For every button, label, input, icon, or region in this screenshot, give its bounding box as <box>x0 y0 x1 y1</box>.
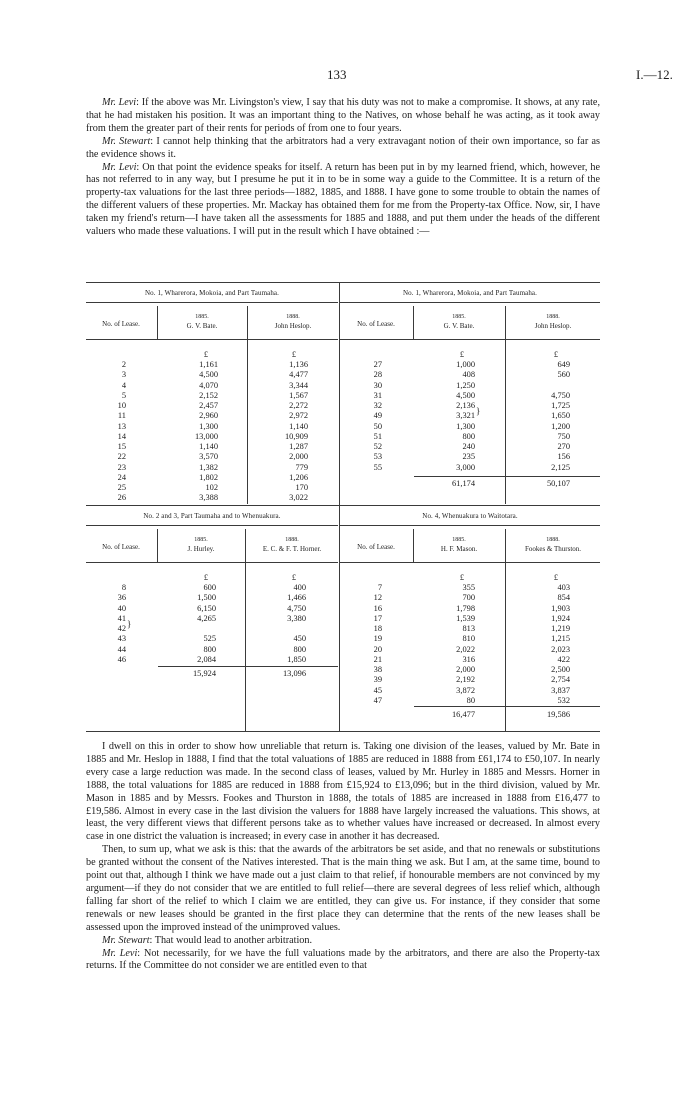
paragraph-text: : That would lead to another arbitration. <box>149 934 313 946</box>
valuation-1888: 2,272 <box>289 401 308 410</box>
speaker-name: Mr. Stewart <box>102 135 151 147</box>
lease-number: 51 <box>373 431 382 441</box>
valuation-1885: 700 <box>462 593 475 603</box>
paragraph-text: : If the above was Mr. Livingston's view, I say that his duty was not to make a compromise. It shows, at any rate, that he had mistaken his position. It was an important thing to the Natives, on whose behalf he was acting, as it took away from them the greater part of their rents for periods of from one to four years. <box>86 97 600 134</box>
currency-symbol: £ <box>459 350 465 359</box>
valuation-1885: 4,500 <box>199 370 218 380</box>
total-1885: 61,174 <box>451 479 475 488</box>
lease-number: 18 <box>373 624 382 633</box>
valuation-1885: 800 <box>462 431 475 441</box>
lease-number: 55 <box>373 462 382 472</box>
paragraph-text: : I cannot help thinking that the arbitrators had a very extravagant notion of their own importance, so far as the evidence shows it. <box>86 135 600 160</box>
valuation-1885: 3,321 <box>456 411 475 421</box>
valuation-1885: 13,000 <box>194 431 218 441</box>
valuation-1885 <box>176 624 216 634</box>
valuation-1885: 1,798 <box>456 603 475 613</box>
value-1885-column <box>176 583 216 665</box>
lease-number: 39 <box>373 675 382 685</box>
total-rule <box>414 476 600 477</box>
valuation-1885: 6,150 <box>197 603 216 613</box>
total-1885: 15,924 <box>192 669 216 678</box>
paragraph <box>86 948 600 974</box>
lease-column <box>106 360 126 504</box>
col-header-lease: No. of Lease. <box>102 320 140 328</box>
valuation-1885: 102 <box>205 483 218 492</box>
valuation-1888: 422 <box>557 654 570 664</box>
valuation-1888: 3,344 <box>289 380 308 390</box>
valuation-1885: 1,500 <box>197 593 216 603</box>
valuation-1888: 270 <box>557 442 570 451</box>
lease-number: 19 <box>373 634 382 644</box>
valuation-1888: 1,924 <box>551 613 570 623</box>
currency-symbol: £ <box>553 573 559 582</box>
lease-number: 8 <box>121 583 126 592</box>
currency-symbol: £ <box>291 573 297 582</box>
lease-number: 32 <box>373 401 382 410</box>
valuation-1885: 1,161 <box>199 360 218 369</box>
lease-number: 45 <box>373 685 382 695</box>
valuation-1885: 2,084 <box>197 654 216 664</box>
valuation-1888: 1,850 <box>287 654 306 664</box>
col-header-1888: 1888. Fookes & Thurston. <box>524 537 582 553</box>
lease-number: 10 <box>117 401 126 410</box>
total-1885: 16,477 <box>451 710 475 719</box>
lease-column <box>362 583 382 706</box>
currency-symbol: £ <box>553 350 559 359</box>
total-1888: 19,586 <box>546 710 570 719</box>
valuation-1888: 4,750 <box>287 603 306 613</box>
valuation-1885: 1,382 <box>199 462 218 472</box>
lease-number: 28 <box>373 370 382 380</box>
bottom-text-block <box>86 741 600 973</box>
valuation-1885: 235 <box>462 452 475 462</box>
valuation-1885: 1,300 <box>456 421 475 431</box>
lease-number: 53 <box>373 452 382 462</box>
valuation-1888: 1,200 <box>551 421 570 431</box>
paragraph <box>86 935 600 948</box>
valuation-1888: 854 <box>557 593 570 603</box>
lease-number: 23 <box>117 462 126 472</box>
paragraph <box>86 741 600 844</box>
currency-symbol: £ <box>291 350 297 359</box>
page-number: 133 <box>327 67 347 82</box>
valuation-1885: 810 <box>462 634 475 644</box>
valuation-1888: 1,466 <box>287 593 306 603</box>
valuation-1888: 1,903 <box>551 603 570 613</box>
value-1885-column <box>176 360 218 504</box>
paragraph-text: : Not necessarily, for we have the full valuations made by the arbitrators, and there are also the Property-tax returns. If the Committee do not consider we are entitled even to that <box>86 947 600 972</box>
paragraph <box>86 136 600 162</box>
value-1885-column <box>432 583 475 706</box>
valuation-1885: 2,960 <box>199 411 218 421</box>
valuation-1885: 4,265 <box>197 613 216 623</box>
lease-number: 2 <box>121 360 126 369</box>
valuation-1888: 1,287 <box>289 442 308 451</box>
lease-number: 40 <box>117 603 126 613</box>
brace-mark: } <box>476 406 481 416</box>
valuation-1885: 2,000 <box>456 665 475 674</box>
valuation-1888 <box>527 381 570 391</box>
valuation-1885: 2,152 <box>199 390 218 400</box>
lease-number: 16 <box>373 603 382 613</box>
valuation-table-2 <box>340 288 600 504</box>
valuation-1885: 355 <box>462 583 475 592</box>
page-header <box>0 67 700 85</box>
valuation-1888: 1,215 <box>551 634 570 644</box>
speaker-name: Mr. Levi <box>102 947 138 959</box>
valuation-1888: 2,754 <box>551 675 570 685</box>
col-header-1888: 1888. John Heslop. <box>274 314 312 330</box>
col-header-1885: 1885. G. V. Bate. <box>186 314 218 330</box>
value-1885-column <box>432 360 475 473</box>
lease-number: 13 <box>117 421 126 431</box>
valuation-1885: 1,140 <box>199 442 218 451</box>
valuation-1888: 779 <box>295 462 308 472</box>
lease-number: 50 <box>373 421 382 431</box>
lease-number: 47 <box>373 695 382 705</box>
lease-number: 4 <box>121 380 126 390</box>
valuation-1888 <box>266 624 306 634</box>
valuation-1888: 4,750 <box>551 390 570 400</box>
table-title: No. 1, Wharerora, Mokoia, and Part Taumaha. <box>145 289 279 297</box>
table-title: No. 4, Whenuakura to Waitotara. <box>422 512 518 520</box>
lease-number: 52 <box>373 442 382 451</box>
paragraph-text: Then, to sum up, what we ask is this: that the awards of the arbitrators be set aside, and that no renewals or substitutions be granted without the consent of the Natives interested. That is the main thing we ask. But I am, at the same time, bound to point out that, although I think we have made out a just claim to that relief, if honourable members are not convinced by my argument—if they do not consider that we are entitled to full relief—there are several degrees of less relief which, although falling far short of the relief to which I claim we are entitled, they can give us. For instance, if they consider that some renewals or new leases should be granted in the first place they can determine that the rents of the new leases shall be assessed upon the improved instead of the unimproved values. <box>86 844 600 933</box>
valuation-1888: 3,022 <box>289 493 308 503</box>
col-header-lease: No. of Lease. <box>357 543 395 551</box>
col-header-1888: 1888. E. C. & F. T. Horner. <box>262 537 322 553</box>
col-header-lease: No. of Lease. <box>102 543 140 551</box>
lease-number: 15 <box>117 442 126 451</box>
valuation-1888: 1,206 <box>289 472 308 482</box>
valuation-1885: 80 <box>466 695 475 705</box>
table-middle-rule <box>86 505 600 506</box>
lease-number: 38 <box>373 665 382 674</box>
valuation-1888: 2,023 <box>551 644 570 654</box>
valuation-1888: 1,567 <box>289 390 308 400</box>
paragraph <box>86 162 600 239</box>
valuation-1888: 450 <box>293 634 306 644</box>
valuation-1885: 3,570 <box>199 452 218 462</box>
valuation-1888: 156 <box>557 452 570 462</box>
lease-number: 27 <box>373 360 382 369</box>
valuation-1885: 408 <box>462 370 475 380</box>
lease-number: 5 <box>121 390 126 400</box>
valuation-1885: 600 <box>203 583 216 592</box>
lease-column <box>106 583 126 665</box>
valuation-1885: 240 <box>462 442 475 451</box>
speaker-name: Mr. Levi <box>102 97 137 108</box>
value-1888-column <box>266 360 308 504</box>
valuation-1888: 750 <box>557 431 570 441</box>
lease-number: 17 <box>373 613 382 623</box>
valuation-1885: 813 <box>462 624 475 633</box>
valuation-1888: 1,219 <box>551 624 570 633</box>
valuation-1885: 3,388 <box>199 493 218 503</box>
valuation-1885: 2,136 <box>456 401 475 410</box>
valuation-1888: 3,380 <box>287 613 306 623</box>
valuation-1885: 1,300 <box>199 421 218 431</box>
lease-number: 25 <box>117 483 126 492</box>
value-1888-column <box>527 583 570 706</box>
col-header-1885: 1885. H. F. Mason. <box>440 537 478 553</box>
lease-number: 31 <box>373 390 382 400</box>
valuation-1885: 3,872 <box>456 685 475 695</box>
valuation-1888: 800 <box>293 644 306 654</box>
speaker-name: Mr. Stewart <box>102 934 150 946</box>
valuation-1885: 2,022 <box>456 644 475 654</box>
lease-number: 7 <box>377 583 382 592</box>
valuation-1885: 3,000 <box>456 462 475 472</box>
col-header-1888: 1888. John Heslop. <box>534 314 572 330</box>
currency-symbol <box>123 350 143 360</box>
col-header-1885: 1885. J. Hurley. <box>187 537 215 553</box>
lease-number: 42 <box>117 624 126 633</box>
valuation-1885: 800 <box>203 644 216 654</box>
currency-symbol: £ <box>459 573 465 582</box>
valuation-1885: 1,802 <box>199 472 218 482</box>
valuation-1888: 649 <box>557 360 570 369</box>
valuation-1885: 4,070 <box>199 380 218 390</box>
lease-number: 20 <box>373 644 382 654</box>
valuation-1885: 2,192 <box>456 675 475 685</box>
valuation-1888: 1,650 <box>551 411 570 421</box>
lease-number: 12 <box>373 593 382 603</box>
paper-reference: I.—12. <box>636 67 673 82</box>
lease-number: 49 <box>373 411 382 421</box>
lease-number: 41 <box>117 613 126 623</box>
table-bottom-rule <box>86 731 600 732</box>
lease-number: 21 <box>373 654 382 664</box>
lease-number: 44 <box>117 644 126 654</box>
total-rule <box>158 666 338 667</box>
valuation-1888: 2,000 <box>289 452 308 462</box>
speaker-name: Mr. Levi <box>102 161 137 173</box>
valuation-table-4 <box>340 511 600 731</box>
valuation-table-3 <box>86 511 338 731</box>
valuation-1888: 1,140 <box>289 421 308 431</box>
table-top-rule <box>86 282 600 283</box>
paragraph-text: : On that point the evidence speaks for itself. A return has been put in by my learned friend, which, however, he has not referred to in any way, but I presume he put it in to be in some way a guide to the Committee. It is a return of the property-tax valuations for the last three periods—1882, 1885, and 1888. I have gone to some trouble to obtain the names of the different valuers of these properties. Mr. Mackay has obtained them for me from the Property-tax Office. Now, sir, I have taken my friend's return—I have taken all the assessments for 1885 and 1888, and put them under the heads of the different valuers who made these valuations. I will put in the result which I have obtained :— <box>86 161 600 238</box>
valuation-1885: 2,457 <box>199 401 218 410</box>
lease-column <box>362 360 382 473</box>
lease-number: 43 <box>117 634 126 644</box>
table-title: No. 1, Wharerora, Mokoia, and Part Taumaha. <box>403 289 537 297</box>
total-1888: 50,107 <box>546 479 570 488</box>
valuation-1888: 170 <box>295 483 308 492</box>
valuation-1885: 1,250 <box>456 380 475 390</box>
valuation-table-1 <box>86 288 338 504</box>
top-text-block <box>86 97 600 239</box>
valuation-1885: 4,500 <box>456 390 475 400</box>
brace-mark: } <box>127 619 132 629</box>
lease-number: 24 <box>117 472 126 482</box>
valuation-1888: 2,972 <box>289 411 308 421</box>
valuation-1888: 10,909 <box>284 431 308 441</box>
lease-number: 30 <box>373 380 382 390</box>
lease-number: 11 <box>117 411 126 421</box>
valuation-1888: 2,125 <box>551 462 570 472</box>
valuation-1885: 316 <box>462 654 475 664</box>
valuation-1888: 3,837 <box>551 685 570 695</box>
valuation-1888: 560 <box>557 370 570 380</box>
value-1888-column <box>527 360 570 473</box>
valuation-1885: 1,539 <box>456 613 475 623</box>
total-1888: 13,096 <box>282 669 306 678</box>
lease-number: 14 <box>117 431 126 441</box>
col-header-1885: 1885. G. V. Bate. <box>443 314 475 330</box>
col-header-lease: No. of Lease. <box>357 320 395 328</box>
valuation-1888: 532 <box>557 695 570 705</box>
valuation-1885: 525 <box>203 634 216 644</box>
lease-number: 46 <box>117 654 126 664</box>
table-title: No. 2 and 3, Part Taumaha and to Whenuakura. <box>143 512 281 520</box>
paragraph <box>86 97 600 136</box>
valuation-1888: 4,477 <box>289 370 308 380</box>
valuation-1888: 403 <box>557 583 570 592</box>
paragraph-text: I dwell on this in order to show how unreliable that return is. Taking one division of the leases, valued by Mr. Bate in 1885 and Mr. Heslop in 1888, I find that the total valuations of 1885 are reduced in 1888 from £61,174 to £50,107. In nearly every case a large reduction was made. In the second class of leases, valued by Mr. Hurley in 1885 and Messrs. Horner in 1888, the total valuations for 1885 are reduced in 1888 from £15,924 to £13,096; but in the third division, valued by Mr. Mason in 1885 and by Messrs. Fookes and Thurston in 1888, the totals of 1885 are increased in 1888 from £16,477 to £19,586. Almost in every case in the last division the valuers for 1888 have largely increased the valuations. This shows, at least, the very different views that different persons take as to whether values have increased or decreased. In almost every case in one district the valuation is increased; in every case in another it has decreased. <box>86 741 600 843</box>
valuation-1885: 1,000 <box>456 360 475 369</box>
lease-number: 3 <box>121 370 126 380</box>
paragraph <box>86 844 600 934</box>
value-1888-column <box>266 583 306 665</box>
currency-symbol: £ <box>203 350 209 359</box>
valuation-1888: 1,725 <box>551 401 570 410</box>
lease-number: 36 <box>117 593 126 603</box>
lease-number: 22 <box>117 452 126 462</box>
valuation-1888: 400 <box>293 583 306 592</box>
valuation-1888: 2,500 <box>551 665 570 674</box>
total-rule <box>414 706 600 707</box>
valuation-1888: 1,136 <box>289 360 308 369</box>
lease-number: 26 <box>117 493 126 503</box>
currency-symbol: £ <box>203 573 209 582</box>
